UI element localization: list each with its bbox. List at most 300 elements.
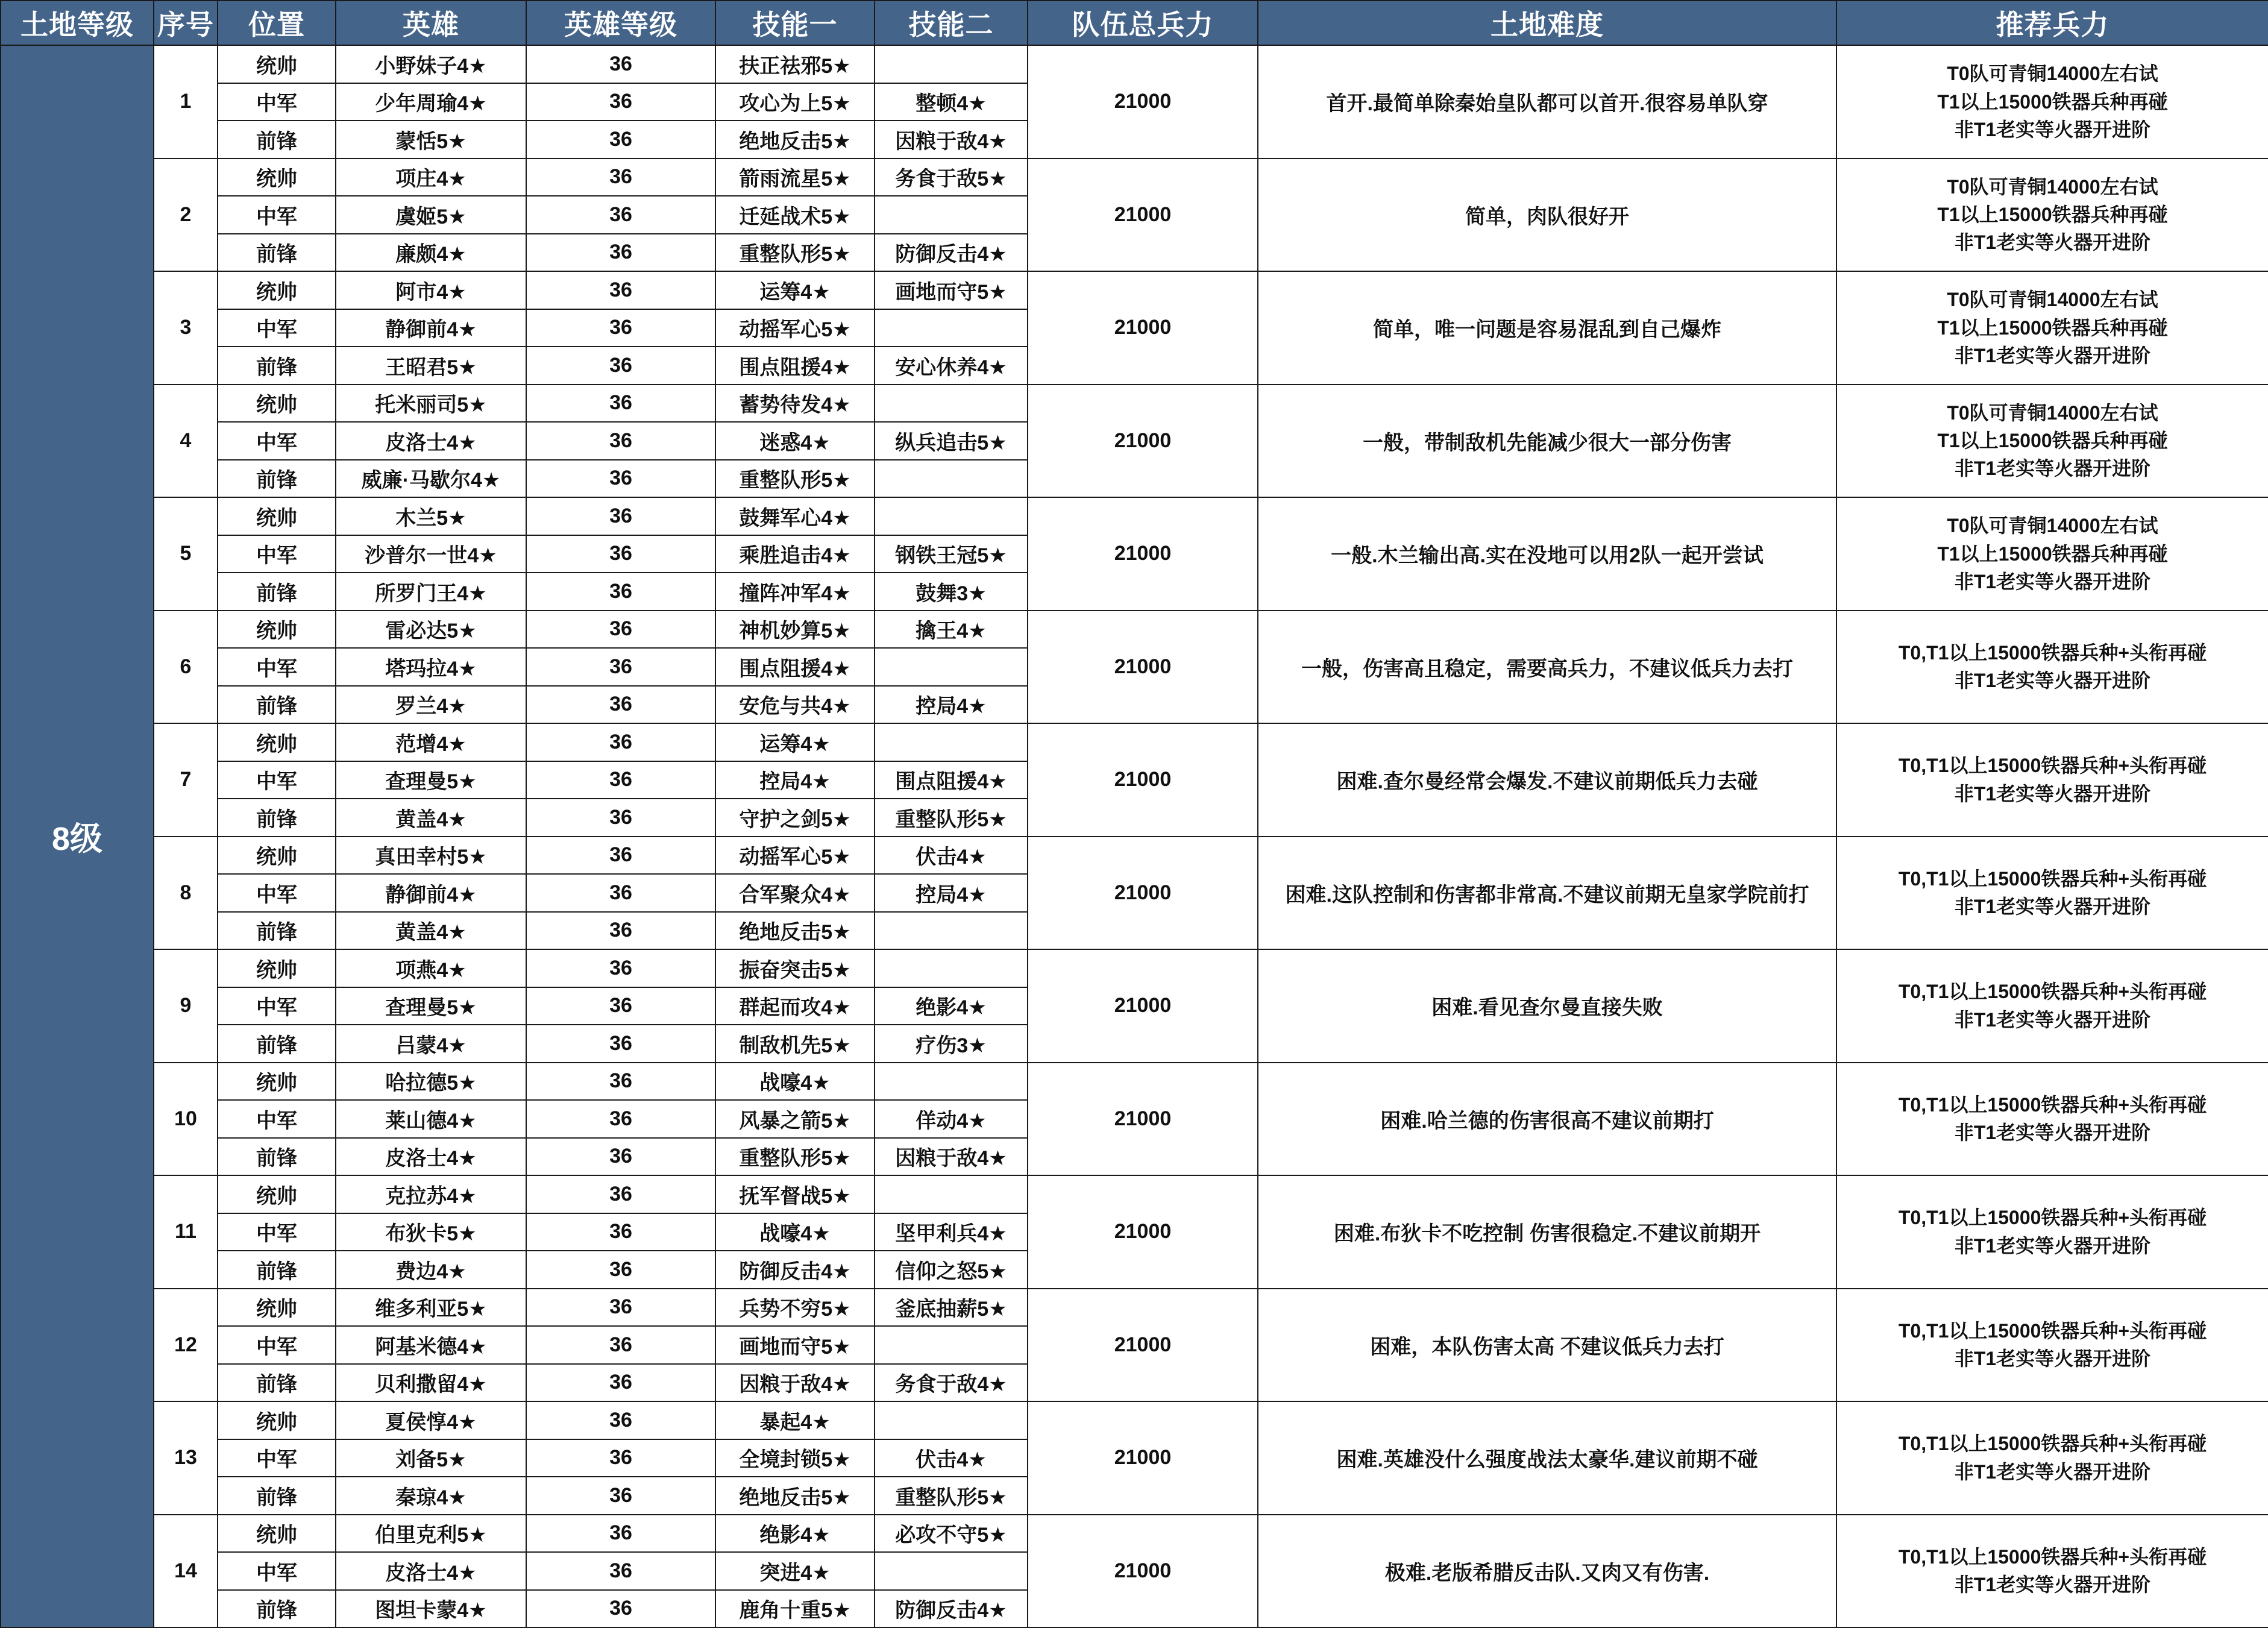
skill-two-cell: 防御反击4★ xyxy=(875,234,1028,272)
hero-cell: 静御前4★ xyxy=(336,309,526,347)
recommend-line: 非T1老实等火器开进阶 xyxy=(1954,457,2151,480)
table-body xyxy=(1,45,2268,1627)
hero-cell: 项庄4★ xyxy=(336,159,526,196)
team-number-cell: 8 xyxy=(154,837,218,950)
total-troops-cell: 21000 xyxy=(1028,385,1258,498)
hero-cell: 真田幸村5★ xyxy=(336,837,526,875)
hero-cell: 哈拉德5★ xyxy=(336,1063,526,1101)
skill-one-cell: 重整队形5★ xyxy=(715,460,875,498)
skill-two-cell: 擒王4★ xyxy=(875,611,1028,649)
hero-level-cell: 36 xyxy=(526,234,715,272)
hero-cell: 伯里克利5★ xyxy=(336,1515,526,1553)
table-row xyxy=(1,949,2268,987)
position-cell: 中军 xyxy=(218,422,336,460)
hero-level-cell: 36 xyxy=(526,761,715,799)
skill-two-cell xyxy=(875,309,1028,347)
skill-one-cell: 画地而守5★ xyxy=(715,1326,875,1364)
position-cell: 前锋 xyxy=(218,1477,336,1515)
hero-cell: 罗兰4★ xyxy=(336,686,526,724)
header-skill-two: 技能二 xyxy=(875,1,1028,45)
recommend-line: T0队可青铜14000左右试 xyxy=(1947,515,2158,537)
table-row xyxy=(1,1515,2268,1553)
hero-cell: 吕蒙4★ xyxy=(336,1025,526,1063)
hero-level-cell: 36 xyxy=(526,611,715,649)
position-cell: 统帅 xyxy=(218,271,336,309)
position-cell: 中军 xyxy=(218,196,336,234)
skill-one-cell: 扶正祛邪5★ xyxy=(715,45,875,83)
header-hero: 英雄 xyxy=(336,1,526,45)
hero-cell: 夏侯惇4★ xyxy=(336,1401,526,1439)
difficulty-cell: 困难.布狄卡不吃控制 伤害很稳定.不建议前期开 xyxy=(1258,1175,1836,1289)
position-cell: 前锋 xyxy=(218,912,336,950)
recommend-line: 非T1老实等火器开进阶 xyxy=(1954,231,2151,254)
recommend-line: T0,T1以上15000铁器兵种+头衔再碰 xyxy=(1898,981,2207,1003)
hero-level-cell: 36 xyxy=(526,949,715,987)
skill-one-cell: 风暴之箭5★ xyxy=(715,1100,875,1138)
recommend-line: T1以上15000铁器兵种再碰 xyxy=(1937,430,2168,452)
header-number: 序号 xyxy=(154,1,218,45)
recommend-line: 非T1老实等火器开进阶 xyxy=(1954,1574,2151,1596)
recommend-line: 非T1老实等火器开进阶 xyxy=(1954,344,2151,366)
skill-one-cell: 鼓舞军心4★ xyxy=(715,497,875,535)
recommend-line: 非T1老实等火器开进阶 xyxy=(1954,570,2151,592)
hero-level-cell: 36 xyxy=(526,1175,715,1213)
table-row xyxy=(1,159,2268,196)
skill-two-cell xyxy=(875,45,1028,83)
hero-level-cell: 36 xyxy=(526,1552,715,1590)
hero-level-cell: 36 xyxy=(526,159,715,196)
position-cell: 前锋 xyxy=(218,1364,336,1402)
total-troops-cell: 21000 xyxy=(1028,1175,1258,1289)
hero-level-cell: 36 xyxy=(526,45,715,83)
hero-level-cell: 36 xyxy=(526,1590,715,1628)
skill-one-cell: 振奋突击5★ xyxy=(715,949,875,987)
recommend-cell xyxy=(1836,497,2268,611)
position-cell: 统帅 xyxy=(218,385,336,423)
total-troops-cell: 21000 xyxy=(1028,611,1258,724)
team-number-cell: 11 xyxy=(154,1175,218,1289)
table-row xyxy=(1,1401,2268,1439)
recommend-cell xyxy=(1836,271,2268,385)
hero-cell: 静御前4★ xyxy=(336,874,526,912)
recommend-cell xyxy=(1836,45,2268,159)
team-number-cell: 7 xyxy=(154,723,218,837)
skill-one-cell: 暴起4★ xyxy=(715,1401,875,1439)
position-cell: 中军 xyxy=(218,987,336,1025)
recommend-cell xyxy=(1836,1175,2268,1289)
recommend-cell xyxy=(1836,723,2268,837)
skill-two-cell xyxy=(875,949,1028,987)
skill-two-cell: 安心休养4★ xyxy=(875,347,1028,385)
skill-one-cell: 攻心为上5★ xyxy=(715,83,875,121)
table-row xyxy=(1,271,2268,309)
skill-one-cell: 绝影4★ xyxy=(715,1515,875,1553)
recommend-line: 非T1老实等火器开进阶 xyxy=(1954,1460,2151,1483)
hero-cell: 虞姬5★ xyxy=(336,196,526,234)
hero-cell: 蒙恬5★ xyxy=(336,121,526,159)
recommend-line: 非T1老实等火器开进阶 xyxy=(1954,118,2151,140)
recommend-cell xyxy=(1836,837,2268,950)
skill-two-cell: 重整队形5★ xyxy=(875,1477,1028,1515)
skill-one-cell: 蓄势待发4★ xyxy=(715,385,875,423)
hero-level-cell: 36 xyxy=(526,1477,715,1515)
skill-two-cell: 疗伤3★ xyxy=(875,1025,1028,1063)
team-number-cell: 9 xyxy=(154,949,218,1063)
position-cell: 统帅 xyxy=(218,45,336,83)
position-cell: 中军 xyxy=(218,1100,336,1138)
skill-one-cell: 神机妙算5★ xyxy=(715,611,875,649)
skill-two-cell: 控局4★ xyxy=(875,874,1028,912)
skill-two-cell: 因粮于敌4★ xyxy=(875,121,1028,159)
hero-level-cell: 36 xyxy=(526,648,715,686)
recommend-cell xyxy=(1836,1289,2268,1402)
hero-cell: 范增4★ xyxy=(336,723,526,761)
position-cell: 统帅 xyxy=(218,1289,336,1327)
team-number-cell: 6 xyxy=(154,611,218,724)
recommend-line: 非T1老实等火器开进阶 xyxy=(1954,1348,2151,1370)
total-troops-cell: 21000 xyxy=(1028,1063,1258,1176)
skill-two-cell: 控局4★ xyxy=(875,686,1028,724)
difficulty-cell: 一般.木兰输出高.实在没地可以用2队一起开尝试 xyxy=(1258,497,1836,611)
skill-one-cell: 绝地反击5★ xyxy=(715,1477,875,1515)
hero-level-cell: 36 xyxy=(526,1138,715,1176)
hero-level-cell: 36 xyxy=(526,1364,715,1402)
skill-one-cell: 全境封锁5★ xyxy=(715,1439,875,1477)
skill-one-cell: 绝地反击5★ xyxy=(715,912,875,950)
difficulty-cell: 简单，唯一问题是容易混乱到自己爆炸 xyxy=(1258,271,1836,385)
team-number-cell: 14 xyxy=(154,1515,218,1628)
skill-two-cell xyxy=(875,497,1028,535)
hero-cell: 托米丽司5★ xyxy=(336,385,526,423)
header-hero-level: 英雄等级 xyxy=(526,1,715,45)
skill-two-cell: 防御反击4★ xyxy=(875,1590,1028,1628)
skill-one-cell: 箭雨流星5★ xyxy=(715,159,875,196)
team-number-cell: 12 xyxy=(154,1289,218,1402)
hero-cell: 沙普尔一世4★ xyxy=(336,535,526,573)
recommend-line: T0,T1以上15000铁器兵种+头衔再碰 xyxy=(1898,755,2207,777)
skill-two-cell: 伏击4★ xyxy=(875,837,1028,875)
team-number-cell: 1 xyxy=(154,45,218,159)
total-troops-cell: 21000 xyxy=(1028,949,1258,1063)
difficulty-cell: 极难.老版希腊反击队.又肉又有伤害. xyxy=(1258,1515,1836,1628)
position-cell: 前锋 xyxy=(218,1025,336,1063)
hero-cell: 黄盖4★ xyxy=(336,912,526,950)
recommend-line: T1以上15000铁器兵种再碰 xyxy=(1937,542,2168,565)
recommend-line: T0,T1以上15000铁器兵种+头衔再碰 xyxy=(1898,1545,2207,1568)
hero-level-cell: 36 xyxy=(526,1100,715,1138)
skill-one-cell: 控局4★ xyxy=(715,761,875,799)
skill-one-cell: 兵势不穷5★ xyxy=(715,1289,875,1327)
hero-level-cell: 36 xyxy=(526,1251,715,1289)
hero-cell: 王昭君5★ xyxy=(336,347,526,385)
team-number-cell: 4 xyxy=(154,385,218,498)
hero-level-cell: 36 xyxy=(526,1025,715,1063)
hero-level-cell: 36 xyxy=(526,686,715,724)
skill-one-cell: 围点阻援4★ xyxy=(715,648,875,686)
position-cell: 前锋 xyxy=(218,686,336,724)
skill-one-cell: 安危与共4★ xyxy=(715,686,875,724)
recommend-line: 非T1老实等火器开进阶 xyxy=(1954,896,2151,918)
skill-two-cell: 佯动4★ xyxy=(875,1100,1028,1138)
table-row xyxy=(1,1063,2268,1101)
position-cell: 中军 xyxy=(218,535,336,573)
header-recommended-troops: 推荐兵力 xyxy=(1836,1,2268,45)
hero-cell: 廉颇4★ xyxy=(336,234,526,272)
recommend-cell xyxy=(1836,159,2268,272)
hero-level-cell: 36 xyxy=(526,1289,715,1327)
difficulty-cell: 困难.查尔曼经常会爆发.不建议前期低兵力去碰 xyxy=(1258,723,1836,837)
hero-cell: 少年周瑜4★ xyxy=(336,83,526,121)
position-cell: 统帅 xyxy=(218,723,336,761)
header-skill-one: 技能一 xyxy=(715,1,875,45)
skill-two-cell: 围点阻援4★ xyxy=(875,761,1028,799)
total-troops-cell: 21000 xyxy=(1028,271,1258,385)
skill-two-cell xyxy=(875,723,1028,761)
recommend-line: T0队可青铜14000左右试 xyxy=(1947,289,2158,311)
hero-level-cell: 36 xyxy=(526,573,715,611)
hero-cell: 项燕4★ xyxy=(336,949,526,987)
hero-cell: 莱山德4★ xyxy=(336,1100,526,1138)
skill-two-cell: 画地而守5★ xyxy=(875,271,1028,309)
hero-cell: 皮洛士4★ xyxy=(336,1138,526,1176)
position-cell: 前锋 xyxy=(218,799,336,837)
position-cell: 前锋 xyxy=(218,1590,336,1628)
hero-cell: 贝利撒留4★ xyxy=(336,1364,526,1402)
skill-two-cell: 伏击4★ xyxy=(875,1439,1028,1477)
position-cell: 前锋 xyxy=(218,460,336,498)
recommend-cell xyxy=(1836,1515,2268,1628)
position-cell: 前锋 xyxy=(218,1138,336,1176)
hero-cell: 威廉·马歇尔4★ xyxy=(336,460,526,498)
skill-two-cell xyxy=(875,196,1028,234)
hero-level-cell: 36 xyxy=(526,196,715,234)
difficulty-cell: 困难.英雄没什么强度战法太豪华.建议前期不碰 xyxy=(1258,1401,1836,1515)
table-row xyxy=(1,1175,2268,1213)
recommend-line: 非T1老实等火器开进阶 xyxy=(1954,1008,2151,1031)
skill-one-cell: 群起而攻4★ xyxy=(715,987,875,1025)
position-cell: 中军 xyxy=(218,309,336,347)
difficulty-cell: 困难.哈兰德的伤害很高不建议前期打 xyxy=(1258,1063,1836,1176)
difficulty-cell: 困难.这队控制和伤害都非常高.不建议前期无皇家学院前打 xyxy=(1258,837,1836,950)
skill-two-cell: 务食于敌4★ xyxy=(875,1364,1028,1402)
position-cell: 统帅 xyxy=(218,611,336,649)
header-position: 位置 xyxy=(218,1,336,45)
position-cell: 前锋 xyxy=(218,121,336,159)
hero-level-cell: 36 xyxy=(526,460,715,498)
header-row xyxy=(1,1,2268,45)
recommend-line: T0,T1以上15000铁器兵种+头衔再碰 xyxy=(1898,1093,2207,1116)
skill-two-cell: 重整队形5★ xyxy=(875,799,1028,837)
total-troops-cell: 21000 xyxy=(1028,723,1258,837)
skill-one-cell: 动摇军心5★ xyxy=(715,837,875,875)
difficulty-cell: 一般，伤害高且稳定，需要高兵力，不建议低兵力去打 xyxy=(1258,611,1836,724)
hero-level-cell: 36 xyxy=(526,309,715,347)
header-land-level: 土地等级 xyxy=(1,1,154,45)
skill-two-cell xyxy=(875,1401,1028,1439)
hero-level-cell: 36 xyxy=(526,723,715,761)
hero-cell: 查理曼5★ xyxy=(336,761,526,799)
hero-cell: 皮洛士4★ xyxy=(336,422,526,460)
skill-one-cell: 迁延战术5★ xyxy=(715,196,875,234)
hero-level-cell: 36 xyxy=(526,1515,715,1553)
recommend-cell xyxy=(1836,1063,2268,1176)
skill-one-cell: 守护之剑5★ xyxy=(715,799,875,837)
position-cell: 前锋 xyxy=(218,234,336,272)
land-level-cell: 8级 xyxy=(1,45,154,1627)
position-cell: 前锋 xyxy=(218,573,336,611)
difficulty-cell: 首开.最简单除秦始皇队都可以首开.很容易单队穿 xyxy=(1258,45,1836,159)
header-total-troops: 队伍总兵力 xyxy=(1028,1,1258,45)
recommend-line: T0,T1以上15000铁器兵种+头衔再碰 xyxy=(1898,1319,2207,1342)
difficulty-cell: 困难.看见查尔曼直接失败 xyxy=(1258,949,1836,1063)
skill-two-cell: 釜底抽薪5★ xyxy=(875,1289,1028,1327)
table-row xyxy=(1,723,2268,761)
hero-cell: 布狄卡5★ xyxy=(336,1213,526,1251)
skill-two-cell xyxy=(875,648,1028,686)
skill-one-cell: 绝地反击5★ xyxy=(715,121,875,159)
skill-one-cell: 迷惑4★ xyxy=(715,422,875,460)
hero-cell: 木兰5★ xyxy=(336,497,526,535)
hero-level-cell: 36 xyxy=(526,874,715,912)
skill-two-cell: 必攻不守5★ xyxy=(875,1515,1028,1553)
table-row xyxy=(1,1289,2268,1327)
team-number-cell: 13 xyxy=(154,1401,218,1515)
position-cell: 中军 xyxy=(218,1439,336,1477)
recommend-cell xyxy=(1836,949,2268,1063)
hero-cell: 塔玛拉4★ xyxy=(336,648,526,686)
table-row xyxy=(1,385,2268,423)
hero-cell: 黄盖4★ xyxy=(336,799,526,837)
hero-level-cell: 36 xyxy=(526,83,715,121)
team-number-cell: 3 xyxy=(154,271,218,385)
hero-level-cell: 36 xyxy=(526,912,715,950)
total-troops-cell: 21000 xyxy=(1028,1289,1258,1402)
position-cell: 统帅 xyxy=(218,1515,336,1553)
position-cell: 统帅 xyxy=(218,1175,336,1213)
total-troops-cell: 21000 xyxy=(1028,1401,1258,1515)
skill-two-cell: 信仰之怒5★ xyxy=(875,1251,1028,1289)
recommend-line: 非T1老实等火器开进阶 xyxy=(1954,1234,2151,1257)
recommend-line: T0,T1以上15000铁器兵种+头衔再碰 xyxy=(1898,641,2207,664)
skill-two-cell: 鼓舞3★ xyxy=(875,573,1028,611)
skill-one-cell: 战嚎4★ xyxy=(715,1213,875,1251)
recommend-line: T0,T1以上15000铁器兵种+头衔再碰 xyxy=(1898,1207,2207,1229)
position-cell: 统帅 xyxy=(218,159,336,196)
hero-cell: 查理曼5★ xyxy=(336,987,526,1025)
position-cell: 统帅 xyxy=(218,1401,336,1439)
position-cell: 中军 xyxy=(218,761,336,799)
position-cell: 前锋 xyxy=(218,1251,336,1289)
recommend-line: 非T1老实等火器开进阶 xyxy=(1954,670,2151,692)
total-troops-cell: 21000 xyxy=(1028,45,1258,159)
hero-level-cell: 36 xyxy=(526,1326,715,1364)
hero-level-cell: 36 xyxy=(526,121,715,159)
skill-one-cell: 抚军督战5★ xyxy=(715,1175,875,1213)
skill-two-cell xyxy=(875,1552,1028,1590)
hero-level-cell: 36 xyxy=(526,535,715,573)
table-row xyxy=(1,45,2268,83)
hero-level-cell: 36 xyxy=(526,799,715,837)
recommend-line: T0,T1以上15000铁器兵种+头衔再碰 xyxy=(1898,867,2207,890)
position-cell: 中军 xyxy=(218,1213,336,1251)
skill-one-cell: 合军聚众4★ xyxy=(715,874,875,912)
recommend-line: 非T1老实等火器开进阶 xyxy=(1954,1122,2151,1144)
skill-one-cell: 制敌机先5★ xyxy=(715,1025,875,1063)
hero-level-cell: 36 xyxy=(526,271,715,309)
hero-cell: 刘备5★ xyxy=(336,1439,526,1477)
skill-one-cell: 撞阵冲军4★ xyxy=(715,573,875,611)
skill-one-cell: 乘胜追击4★ xyxy=(715,535,875,573)
hero-cell: 雷必达5★ xyxy=(336,611,526,649)
hero-level-cell: 36 xyxy=(526,1213,715,1251)
hero-level-cell: 36 xyxy=(526,497,715,535)
skill-one-cell: 运筹4★ xyxy=(715,723,875,761)
hero-cell: 克拉苏4★ xyxy=(336,1175,526,1213)
skill-two-cell: 务食于敌5★ xyxy=(875,159,1028,196)
skill-one-cell: 战嚎4★ xyxy=(715,1063,875,1101)
team-number-cell: 10 xyxy=(154,1063,218,1176)
recommend-line: T0队可青铜14000左右试 xyxy=(1947,175,2158,198)
skill-two-cell: 坚甲利兵4★ xyxy=(875,1213,1028,1251)
position-cell: 中军 xyxy=(218,874,336,912)
hero-cell: 所罗门王4★ xyxy=(336,573,526,611)
skill-two-cell: 绝影4★ xyxy=(875,987,1028,1025)
hero-level-cell: 36 xyxy=(526,837,715,875)
recommend-line: T1以上15000铁器兵种再碰 xyxy=(1937,90,2168,113)
skill-one-cell: 防御反击4★ xyxy=(715,1251,875,1289)
hero-cell: 皮洛士4★ xyxy=(336,1552,526,1590)
difficulty-cell: 简单，肉队很好开 xyxy=(1258,159,1836,272)
hero-cell: 秦琼4★ xyxy=(336,1477,526,1515)
skill-two-cell xyxy=(875,385,1028,423)
hero-level-cell: 36 xyxy=(526,422,715,460)
recommend-line: T1以上15000铁器兵种再碰 xyxy=(1937,204,2168,226)
total-troops-cell: 21000 xyxy=(1028,497,1258,611)
skill-one-cell: 鹿角十重5★ xyxy=(715,1590,875,1628)
position-cell: 统帅 xyxy=(218,837,336,875)
skill-two-cell xyxy=(875,1326,1028,1364)
skill-one-cell: 动摇军心5★ xyxy=(715,309,875,347)
recommend-cell xyxy=(1836,1401,2268,1515)
position-cell: 统帅 xyxy=(218,949,336,987)
total-troops-cell: 21000 xyxy=(1028,837,1258,950)
position-cell: 中军 xyxy=(218,648,336,686)
position-cell: 中军 xyxy=(218,1552,336,1590)
hero-level-cell: 36 xyxy=(526,1439,715,1477)
recommend-line: T0队可青铜14000左右试 xyxy=(1947,401,2158,424)
position-cell: 统帅 xyxy=(218,497,336,535)
skill-one-cell: 突进4★ xyxy=(715,1552,875,1590)
recommend-line: 非T1老实等火器开进阶 xyxy=(1954,782,2151,805)
position-cell: 前锋 xyxy=(218,347,336,385)
position-cell: 中军 xyxy=(218,1326,336,1364)
skill-two-cell xyxy=(875,1175,1028,1213)
position-cell: 统帅 xyxy=(218,1063,336,1101)
hero-level-cell: 36 xyxy=(526,347,715,385)
recommend-cell xyxy=(1836,611,2268,724)
skill-one-cell: 重整队形5★ xyxy=(715,234,875,272)
skill-two-cell xyxy=(875,460,1028,498)
table-row xyxy=(1,497,2268,535)
hero-level-cell: 36 xyxy=(526,987,715,1025)
team-number-cell: 5 xyxy=(154,497,218,611)
skill-one-cell: 运筹4★ xyxy=(715,271,875,309)
hero-cell: 图坦卡蒙4★ xyxy=(336,1590,526,1628)
hero-cell: 阿市4★ xyxy=(336,271,526,309)
skill-two-cell xyxy=(875,912,1028,950)
difficulty-cell: 一般，带制敌机先能减少很大一部分伤害 xyxy=(1258,385,1836,498)
skill-two-cell xyxy=(875,1063,1028,1101)
